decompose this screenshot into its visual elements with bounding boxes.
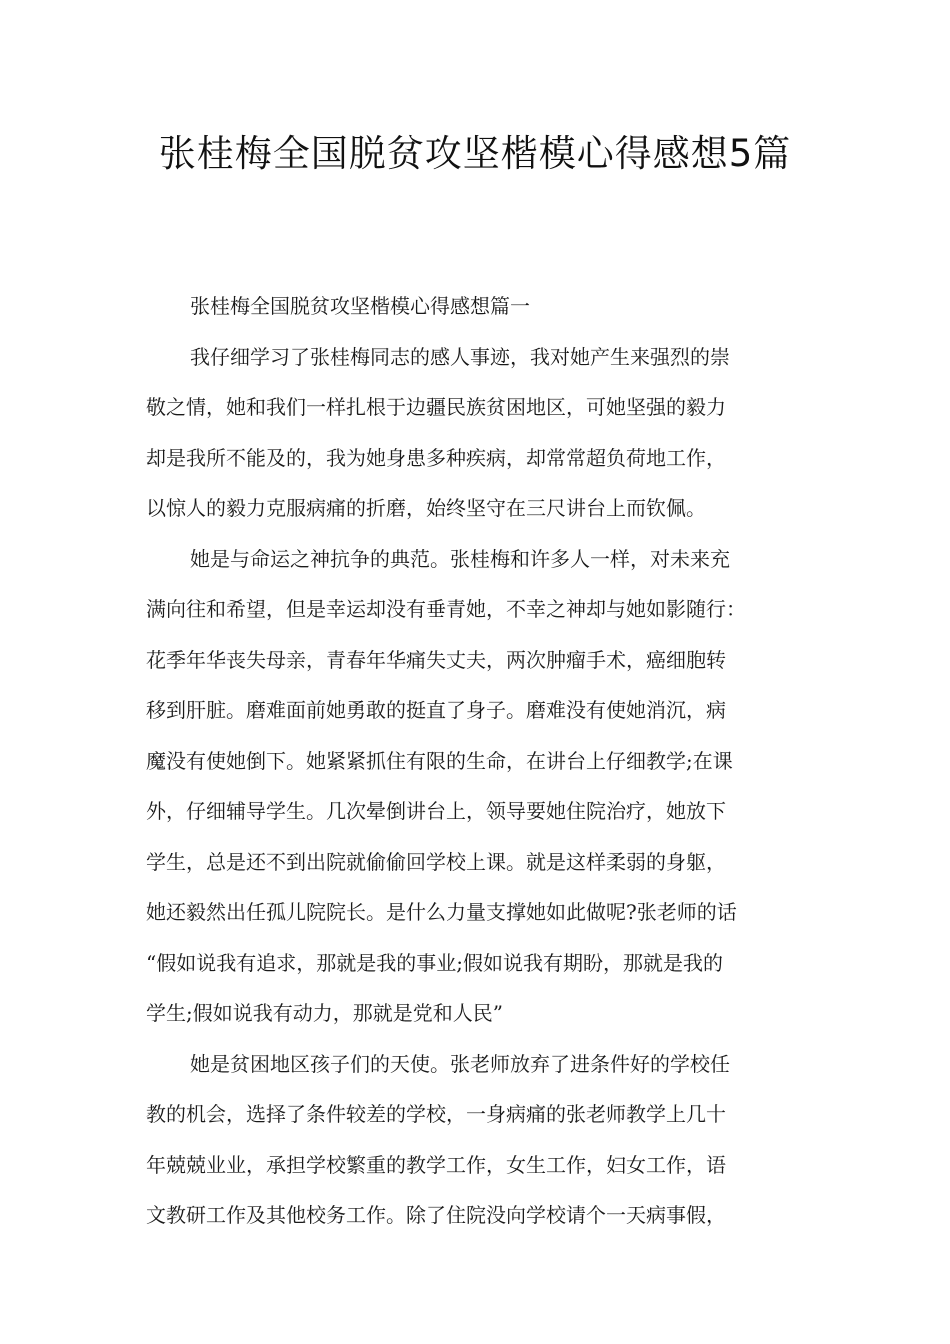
text-line: 学生;假如说我有动力，那就是党和人民” — [146, 1001, 503, 1025]
text-line: 我仔细学习了张桂梅同志的感人事迹，我对她产生来强烈的崇 — [190, 344, 730, 369]
text-line: 学生，总是还不到出院就偷偷回学校上课。就是这样柔弱的身躯， — [146, 849, 726, 874]
text-line: 移到肝脏。磨难面前她勇敢的挺直了身子。磨难没有使她消沉，病 — [146, 698, 726, 722]
text-line: 却是我所不能及的，我为她身患多种疾病，却常常超负荷地工作， — [146, 445, 726, 470]
text-line: “假如说我有追求，那就是我的事业;假如说我有期盼，那就是我的 — [146, 950, 723, 975]
text-line: 她还毅然出任孤儿院院长。是什么力量支撑她如此做呢?张老师的话 — [146, 900, 737, 924]
text-line: 年兢兢业业，承担学校繁重的教学工作，女生工作，妇女工作，语 — [146, 1152, 726, 1177]
text-line: 敬之情，她和我们一样扎根于边疆民族贫困地区，可她坚强的毅力 — [146, 395, 726, 419]
text-line: 她是与命运之神抗争的典范。张桂梅和许多人一样，对未来充 — [190, 546, 730, 571]
document-body — [146, 281, 816, 1241]
text-line: 花季年华丧失母亲，青春年华痛失丈夫，两次肿瘤手术，癌细胞转 — [146, 647, 726, 672]
text-line: 外，仔细辅导学生。几次晕倒讲台上，领导要她住院治疗，她放下 — [146, 799, 726, 823]
text-line: 她是贫困地区孩子们的天使。张老师放弃了进条件好的学校任 — [190, 1051, 730, 1076]
text-line: 张桂梅全国脱贫攻坚楷模心得感想篇一 — [190, 294, 530, 318]
text-line: 以惊人的毅力克服病痛的折磨，始终坚守在三尺讲台上而钦佩。 — [146, 496, 706, 520]
document-title: 张桂梅全国脱贫攻坚楷模心得感想5篇 — [158, 132, 792, 175]
text-line: 教的机会，选择了条件较差的学校，一身病痛的张老师教学上几十 — [146, 1102, 726, 1126]
text-line: 满向往和希望，但是幸运却没有垂青她，不幸之神却与她如影随行： — [146, 597, 746, 621]
text-line: 文教研工作及其他校务工作。除了住院没向学校请个一天病事假， — [146, 1203, 726, 1227]
text-line: 魔没有使她倒下。她紧紧抓住有限的生命，在讲台上仔细教学;在课 — [146, 748, 733, 773]
